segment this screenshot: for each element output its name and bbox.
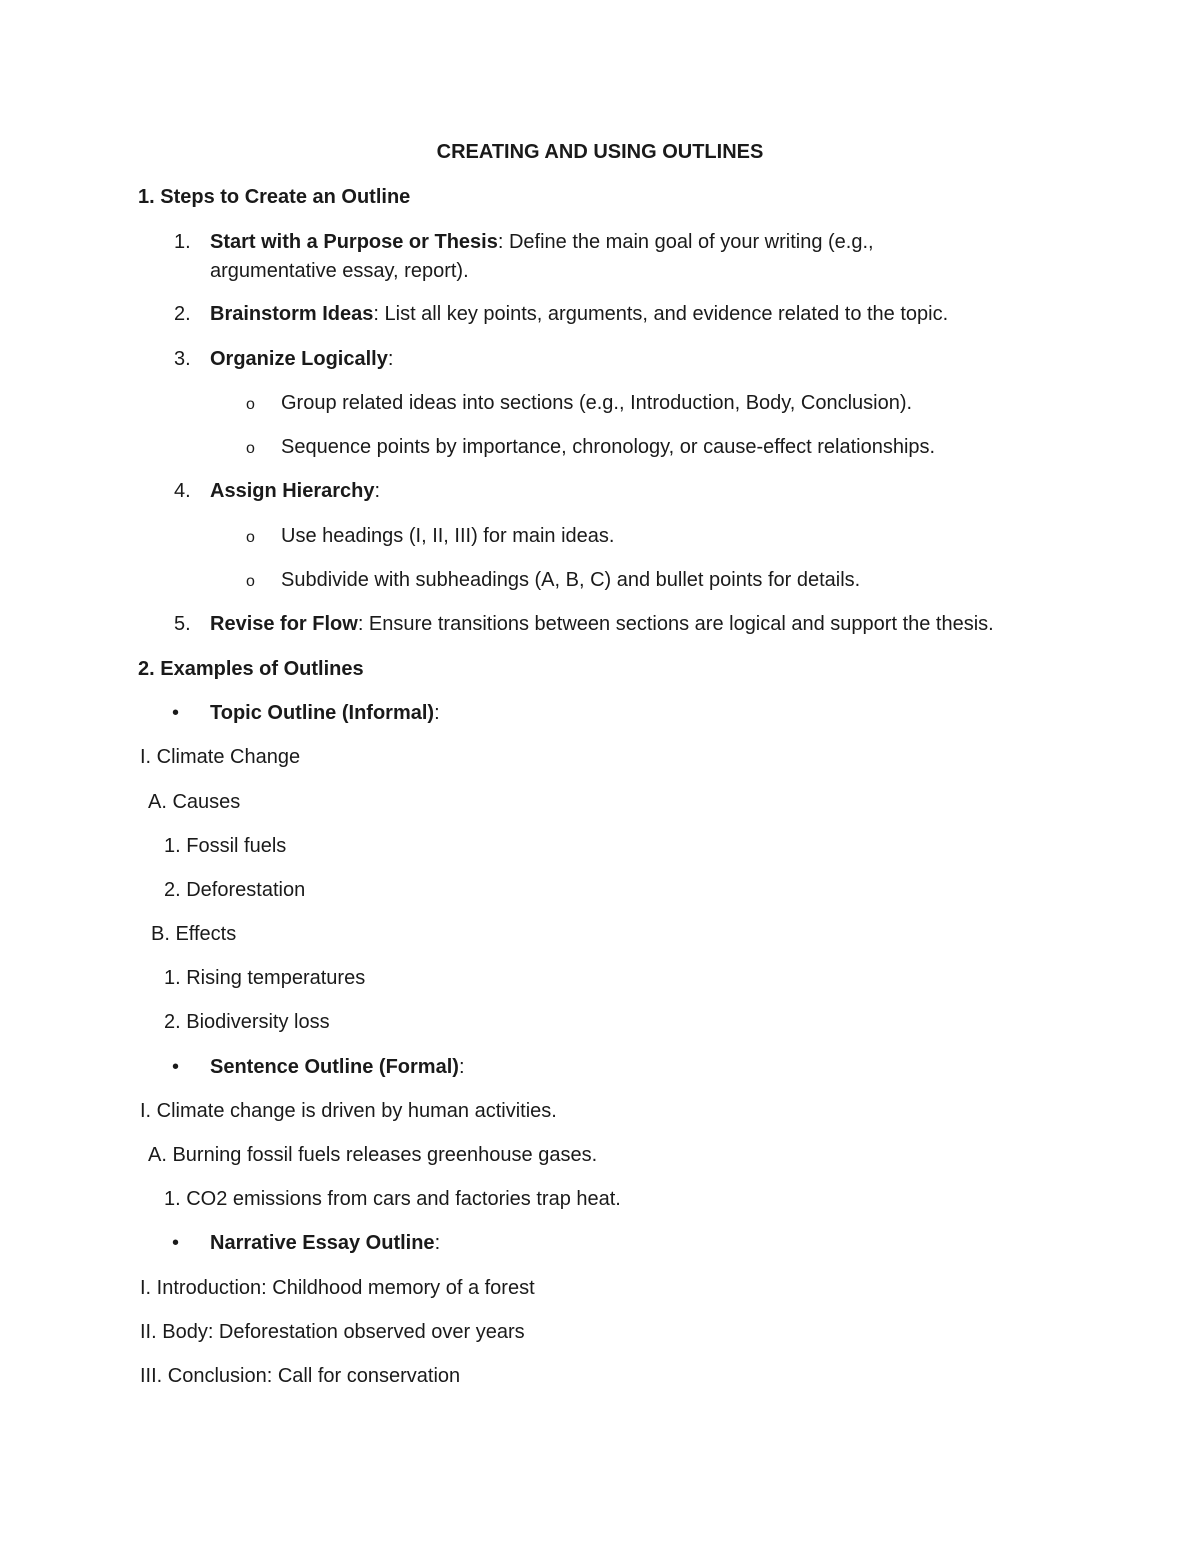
- outline-line: 1. Rising temperatures: [164, 967, 366, 989]
- step-text: : List all key points, arguments, and evidence related to the topic.: [373, 303, 949, 325]
- page-title: CREATING AND USING OUTLINES: [436, 141, 764, 163]
- step-text: :: [387, 348, 394, 370]
- outline-line: A. Burning fossil fuels releases greenhouse gases.: [148, 1144, 598, 1166]
- sub-bullet-marker: o: [246, 396, 255, 413]
- outline-line: II. Body: Deforestation observed over years: [140, 1321, 525, 1343]
- step-label: Revise for Flow: [210, 613, 358, 635]
- step-label: Assign Hierarchy: [210, 480, 375, 502]
- step-number: 4.: [174, 480, 191, 502]
- step-item: [210, 612, 994, 636]
- outline-line: 2. Biodiversity loss: [164, 1011, 330, 1033]
- example-label-colon: :: [458, 1056, 465, 1078]
- step-item: [210, 230, 874, 254]
- sub-bullet-marker: o: [246, 440, 255, 457]
- outline-line: 1. CO2 emissions from cars and factories trap heat.: [164, 1188, 621, 1210]
- example-label-colon: :: [434, 702, 440, 724]
- outline-line: 2. Deforestation: [164, 879, 306, 901]
- sub-bullet-text: Sequence points by importance, chronology, or cause-effect relationships.: [281, 436, 936, 458]
- step-label: Organize Logically: [210, 348, 388, 370]
- example-label-colon: :: [434, 1232, 441, 1254]
- step-text-continued: argumentative essay, report).: [210, 260, 469, 282]
- step-number: 1.: [174, 231, 191, 253]
- step-number: 2.: [174, 303, 191, 325]
- step-item: [210, 302, 948, 326]
- example-label: Topic Outline (Informal): [210, 702, 435, 724]
- bullet-point: •: [172, 1056, 180, 1078]
- step-item: [210, 347, 393, 371]
- sub-bullet-marker: o: [246, 573, 255, 590]
- outline-line: B. Effects: [151, 923, 237, 945]
- sub-bullet-text: Use headings (I, II, III) for main ideas.: [281, 525, 615, 547]
- bullet-point: •: [172, 1232, 180, 1254]
- outline-line: A. Causes: [148, 791, 241, 813]
- example-heading-sentence: [210, 1055, 465, 1079]
- section-heading-steps: 1. Steps to Create an Outline: [138, 186, 411, 208]
- outline-line: I. Climate change is driven by human activities.: [140, 1100, 557, 1122]
- step-item: [210, 479, 380, 503]
- step-text: :: [374, 480, 381, 502]
- step-text: : Define the main goal of your writing (e.g.,: [497, 231, 874, 253]
- step-number: 5.: [174, 613, 191, 635]
- example-label: Narrative Essay Outline: [210, 1232, 435, 1254]
- bullet-point: •: [172, 702, 180, 724]
- step-text: : Ensure transitions between sections are logical and support the thesis.: [357, 613, 994, 635]
- section-heading-examples: 2. Examples of Outlines: [138, 658, 364, 680]
- outline-line: 1. Fossil fuels: [164, 835, 287, 857]
- outline-line: I. Introduction: Childhood memory of a forest: [140, 1277, 535, 1299]
- outline-line: I. Climate Change: [140, 746, 301, 768]
- step-number: 3.: [174, 348, 191, 370]
- example-heading-narrative: [210, 1231, 440, 1255]
- sub-bullet-text: Group related ideas into sections (e.g., Introduction, Body, Conclusion).: [281, 392, 913, 414]
- sub-bullet-text: Subdivide with subheadings (A, B, C) and bullet points for details.: [281, 569, 861, 591]
- step-label: Start with a Purpose or Thesis: [210, 231, 498, 253]
- example-label: Sentence Outline (Formal): [210, 1056, 459, 1078]
- sub-bullet-marker: o: [246, 529, 255, 546]
- example-heading-topic: [210, 701, 440, 725]
- step-label: Brainstorm Ideas: [210, 303, 374, 325]
- outline-line: III. Conclusion: Call for conservation: [140, 1365, 461, 1387]
